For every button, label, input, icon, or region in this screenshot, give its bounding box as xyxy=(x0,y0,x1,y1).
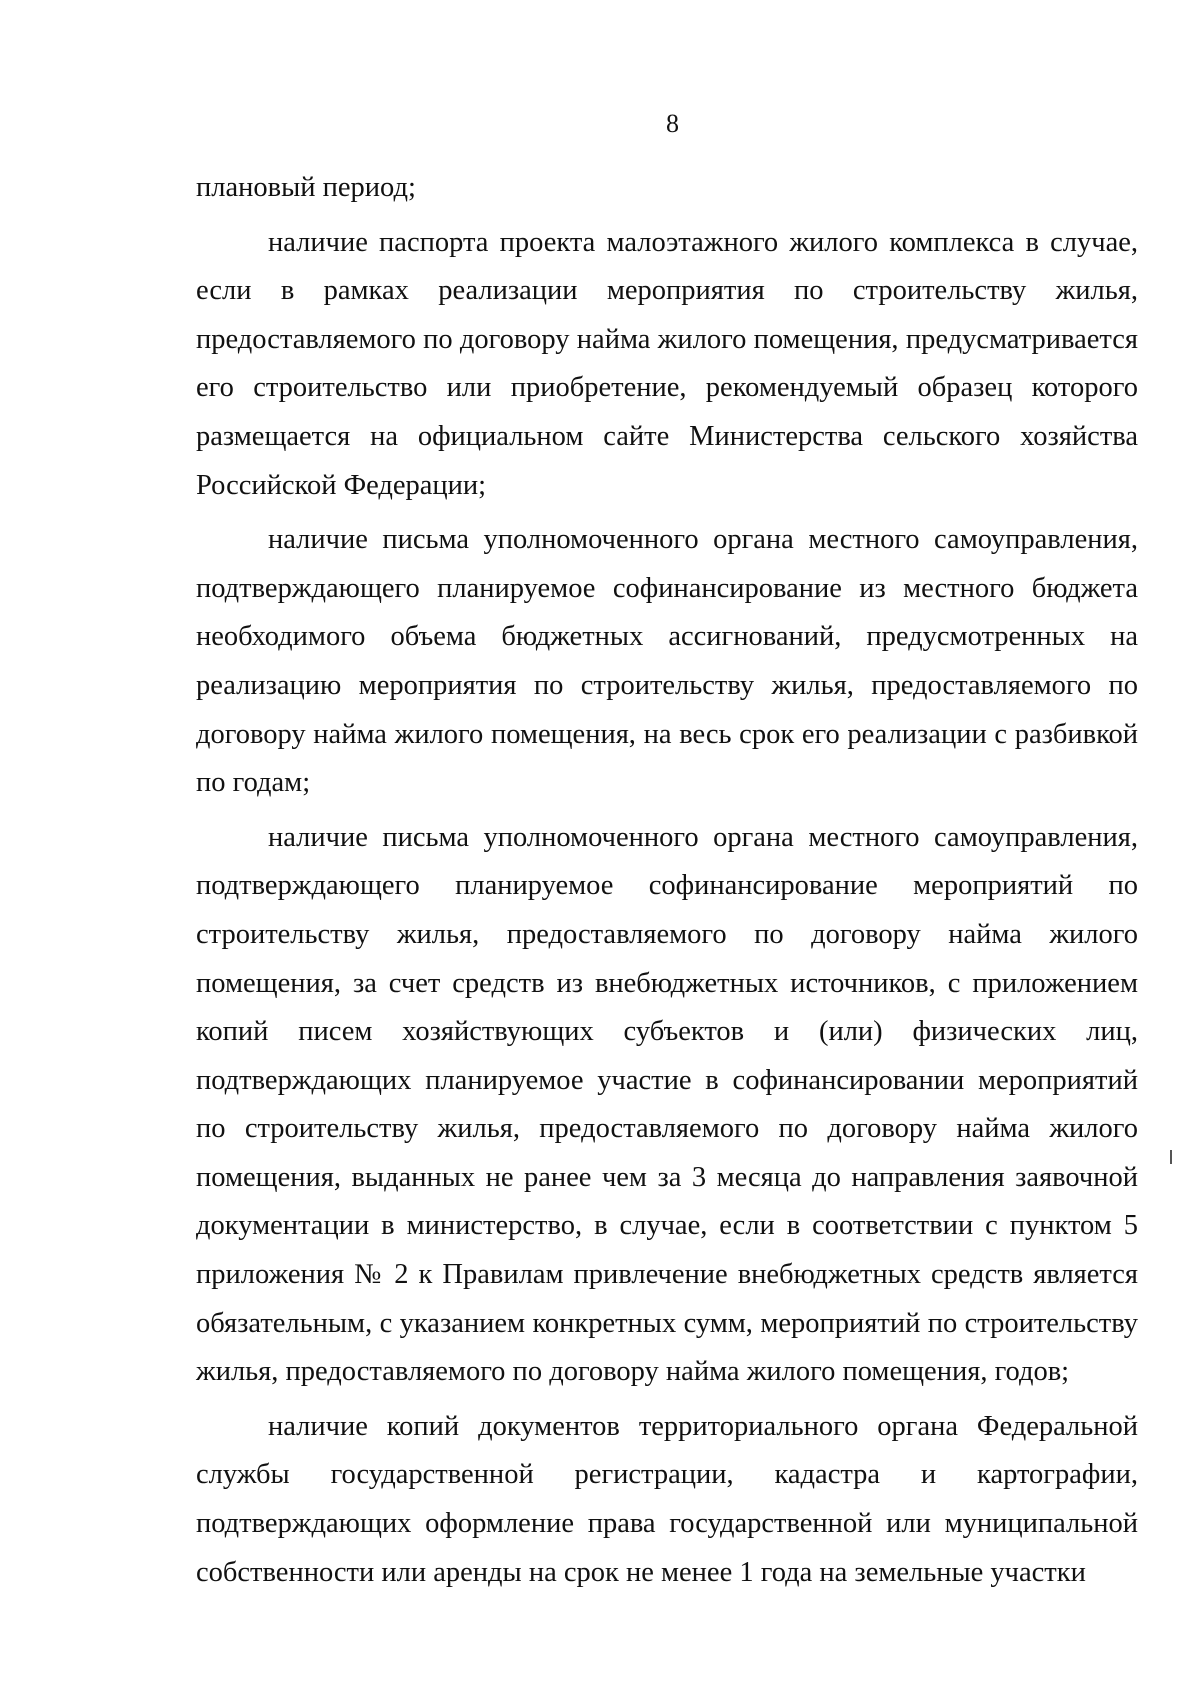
document-body xyxy=(196,164,1138,1603)
page-number: 8 xyxy=(666,109,679,138)
paragraph-project-passport: наличие паспорта проекта малоэтажного жилого комплекса в случае, если в рамках реализации мероприятия по строительству жилья, предоставляемого по договору найма жилого помещения, предусматривается его строительство или приобретение, рекомендуемый образец которого размещается на официальном сайте Министерства сельского хозяйства Российской Федерации; xyxy=(196,226,1138,501)
scan-margin-mark xyxy=(1170,1150,1172,1164)
paragraph-planned-period: плановый период; xyxy=(196,172,416,203)
paragraph-local-budget-letter: наличие письма уполномоченного органа местного самоуправления, подтверждающего планируемое софинансирование из местного бюджета необходимого объема бюджетных ассигнований, предусмотренных на реализацию мероприятия по строительству жилья, предоставляемого по договору найма жилого помещения, на весь срок его реализации с разбивкой по годам; xyxy=(196,524,1138,799)
paragraph-land-documents: наличие копий документов территориального органа Федеральной службы государственной регистрации, кадастра и картографии, подтверждающих оформление права государственной или муниципальной собственности или аренды на срок не менее 1 года на земельные участки xyxy=(196,1410,1138,1588)
paragraph-extrabudgetary-letter: наличие письма уполномоченного органа местного самоуправления, подтверждающего планируемое софинансирование мероприятий по строительству жилья, предоставляемого по договору найма жилого помещения, за счет средств из внебюджетных источников, с приложением копий писем хозяйствующих субъектов и (или) физических лиц, подтверждающих планируемое участие в софинансировании мероприятий по строительству жилья, предоставляемого по договору найма жилого помещения, выданных не ранее чем за 3 месяца до направления заявочной документации в министерство, в случае, если в соответствии с пунктом 5 приложения № 2 к Правилам привлечение внебюджетных средств является обязательным, с указанием конкретных сумм, мероприятий по строительству жилья, предоставляемого по договору найма жилого помещения, годов; xyxy=(196,821,1138,1388)
